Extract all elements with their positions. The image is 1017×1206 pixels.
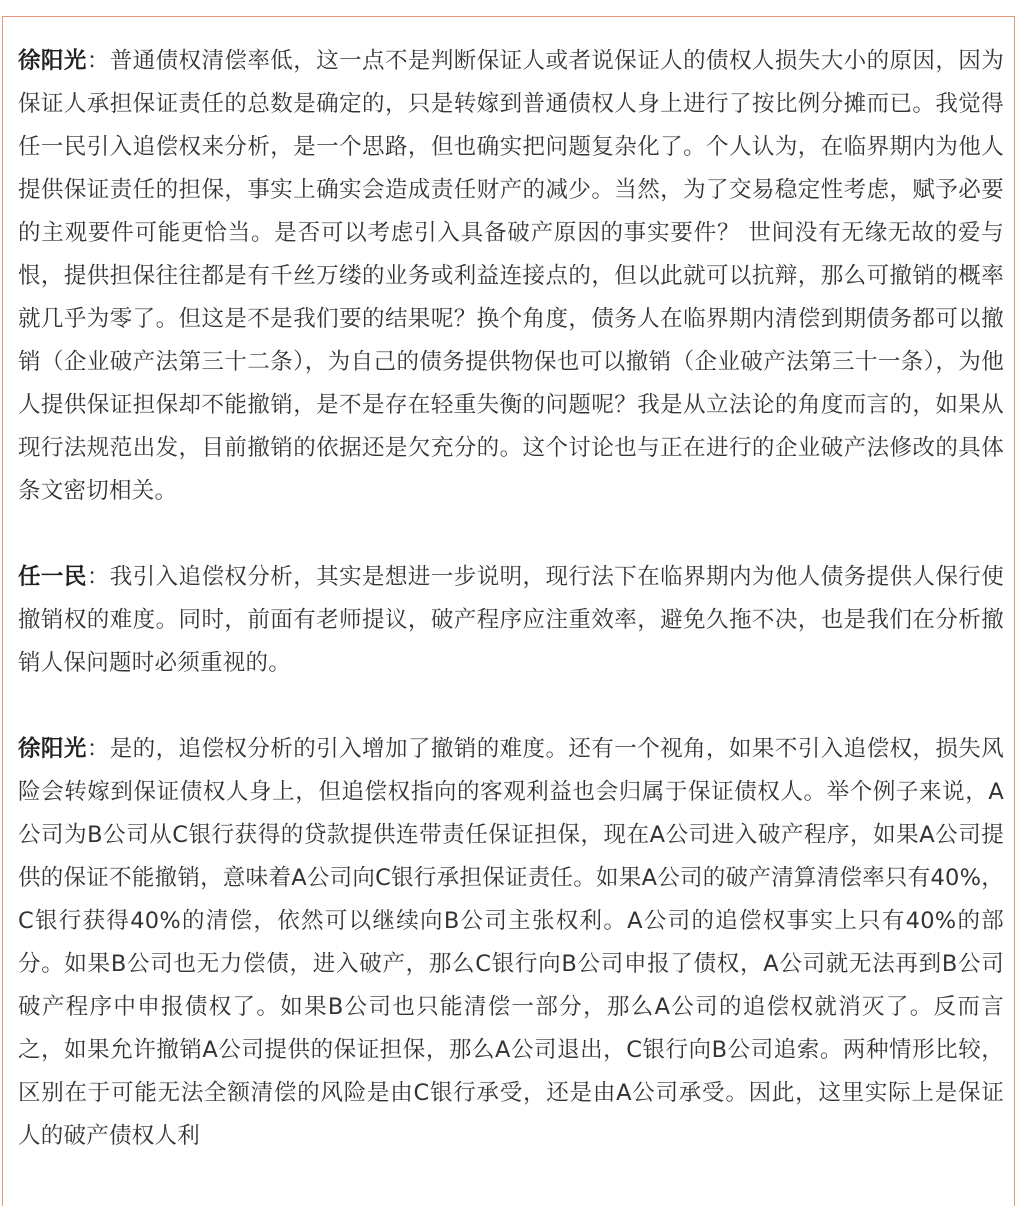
article-body [18, 40, 1004, 1158]
paragraph-3 [18, 728, 1004, 1158]
paragraph-gap [18, 513, 1004, 556]
speaker-name: 徐阳光 [18, 736, 87, 762]
paragraph-text: ：我引入追偿权分析，其实是想进一步说明，现行法下在临界期内为他人债务提供人保行使撤销权的难度。同时，前面有老师提议，破产程序应注重效率，避免久拖不决，也是我们在分析撤销人保问题时必须重视的。 [18, 564, 1004, 676]
paragraph-1 [18, 40, 1004, 513]
paragraph-gap [18, 685, 1004, 728]
speaker-name: 徐阳光 [18, 48, 87, 74]
paragraph-text: ：普通债权清偿率低，这一点不是判断保证人或者说保证人的债权人损失大小的原因，因为保证人承担保证责任的总数是确定的，只是转嫁到普通债权人身上进行了按比例分摊而已。我觉得任一民引入追偿权来分析，是一个思路，但也确实把问题复杂化了。个人认为，在临界期内为他人提供保证责任的担保，事实上确实会造成责任财产的减少。当然，为了交易稳定性考虑，赋予必要的主观要件可能更恰当。是否可以考虑引入具备破产原因的事实要件？ 世间没有无缘无故的爱与恨，提供担保往往都是有千丝万缕的业务或利益连接点的，但以此就可以抗辩，那么可撤销的概率就几乎为零了。但这是不是我们要的结果呢？换个角度，债务人在临界期内清偿到期债务都可以撤销（企业破产法第三十二条），为自己的债务提供物保也可以撤销（企业破产法第三十一条），为他人提供保证担保却不能撤销，是不是存在轻重失衡的问题呢？我是从立法论的角度而言的，如果从现行法规范出发，目前撤销的依据还是欠充分的。这个讨论也与正在进行的企业破产法修改的具体条文密切相关。 [18, 48, 1004, 504]
speaker-name: 任一民 [18, 564, 87, 590]
paragraph-text: ：是的，追偿权分析的引入增加了撤销的难度。还有一个视角，如果不引入追偿权，损失风险会转嫁到保证债权人身上，但追偿权指向的客观利益也会归属于保证债权人。举个例子来说，A公司为B公司从C银行获得的贷款提供连带责任保证担保，现在A公司进入破产程序，如果A公司提供的保证不能撤销，意味着A公司向C银行承担保证责任。如果A公司的破产清算清偿率只有40%，C银行获得40%的清偿，依然可以继续向B公司主张权利。A公司的追偿权事实上只有40%的部分。如果B公司也无力偿债，进入破产，那么C银行向B公司申报了债权，A公司就无法再到B公司破产程序中申报债权了。如果B公司也只能清偿一部分，那么A公司的追偿权就消灭了。反而言之，如果允许撤销A公司提供的保证担保，那么A公司退出，C银行向B公司追索。两种情形比较，区别在于可能无法全额清偿的风险是由C银行承受，还是由A公司承受。因此，这里实际上是保证人的破产债权人利 [18, 736, 1004, 1149]
paragraph-2 [18, 556, 1004, 685]
